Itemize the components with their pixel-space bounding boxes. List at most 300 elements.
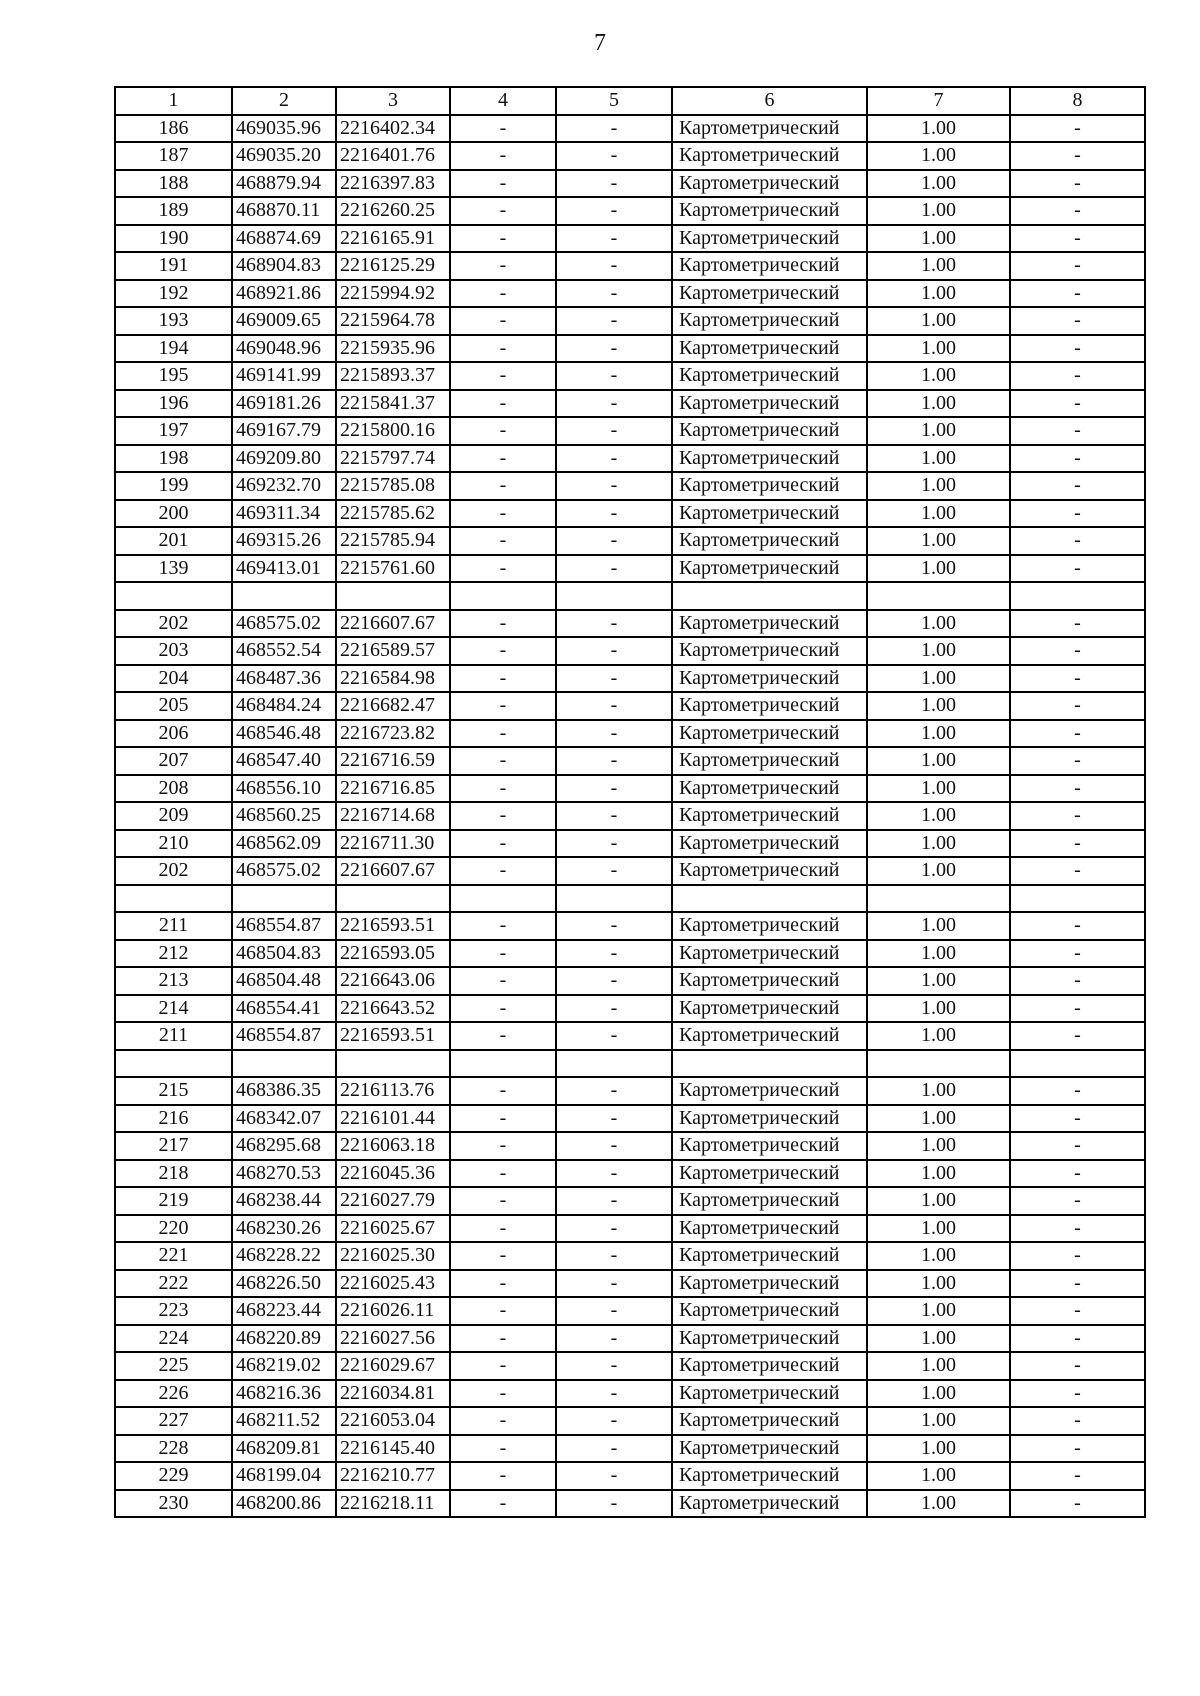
- method-cell: Картометрический: [672, 940, 867, 968]
- method-cell: Картометрический: [672, 1435, 867, 1463]
- method-cell: Картометрический: [672, 1407, 867, 1435]
- col5-cell: -: [556, 307, 672, 335]
- x-coordinate-cell: 469413.01: [232, 555, 336, 583]
- point-number-cell: 211: [115, 1022, 232, 1050]
- y-coordinate-cell: 2216218.11: [336, 1490, 450, 1518]
- accuracy-cell: 1.00: [867, 197, 1010, 225]
- x-coordinate-cell: 468270.53: [232, 1160, 336, 1188]
- column-header: 3: [336, 87, 450, 115]
- method-cell: Картометрический: [672, 555, 867, 583]
- col5-cell: -: [556, 115, 672, 143]
- x-coordinate-cell: 469209.80: [232, 445, 336, 473]
- y-coordinate-cell: 2216643.06: [336, 967, 450, 995]
- col8-cell: -: [1010, 940, 1145, 968]
- y-coordinate-cell: 2215893.37: [336, 362, 450, 390]
- table-row: [115, 1380, 1145, 1408]
- col5-cell: -: [556, 940, 672, 968]
- x-coordinate-cell: 469315.26: [232, 527, 336, 555]
- y-coordinate-cell: [336, 1050, 450, 1078]
- accuracy-cell: 1.00: [867, 967, 1010, 995]
- accuracy-cell: 1.00: [867, 1407, 1010, 1435]
- col8-cell: -: [1010, 1462, 1145, 1490]
- col5-cell: -: [556, 445, 672, 473]
- col5-cell: -: [556, 1325, 672, 1353]
- point-number-cell: 194: [115, 335, 232, 363]
- col5-cell: -: [556, 1187, 672, 1215]
- accuracy-cell: 1.00: [867, 857, 1010, 885]
- table-row: [115, 1187, 1145, 1215]
- point-number-cell: 202: [115, 857, 232, 885]
- method-cell: Картометрический: [672, 307, 867, 335]
- col5-cell: -: [556, 1270, 672, 1298]
- col8-cell: -: [1010, 1270, 1145, 1298]
- col5-cell: -: [556, 610, 672, 638]
- col4-cell: -: [450, 830, 556, 858]
- table-header-row: [115, 87, 1145, 115]
- col8-cell: -: [1010, 1022, 1145, 1050]
- col5-cell: -: [556, 665, 672, 693]
- point-number-cell: 209: [115, 802, 232, 830]
- method-cell: Картометрический: [672, 527, 867, 555]
- table-row: [115, 1490, 1145, 1518]
- col4-cell: -: [450, 445, 556, 473]
- table-row: [115, 225, 1145, 253]
- method-cell: Картометрический: [672, 995, 867, 1023]
- col4-cell: -: [450, 1242, 556, 1270]
- x-coordinate-cell: 468228.22: [232, 1242, 336, 1270]
- col8-cell: -: [1010, 555, 1145, 583]
- col4-cell: -: [450, 555, 556, 583]
- col8-cell: -: [1010, 857, 1145, 885]
- x-coordinate-cell: 469035.96: [232, 115, 336, 143]
- x-coordinate-cell: 468238.44: [232, 1187, 336, 1215]
- col8-cell: -: [1010, 252, 1145, 280]
- col4-cell: -: [450, 1297, 556, 1325]
- table-row: [115, 1160, 1145, 1188]
- point-number-cell: 200: [115, 500, 232, 528]
- column-header: 4: [450, 87, 556, 115]
- y-coordinate-cell: 2216711.30: [336, 830, 450, 858]
- y-coordinate-cell: 2216026.11: [336, 1297, 450, 1325]
- col8-cell: [1010, 1050, 1145, 1078]
- y-coordinate-cell: 2216113.76: [336, 1077, 450, 1105]
- method-cell: Картометрический: [672, 610, 867, 638]
- method-cell: Картометрический: [672, 1380, 867, 1408]
- col8-cell: -: [1010, 527, 1145, 555]
- x-coordinate-cell: 468504.83: [232, 940, 336, 968]
- y-coordinate-cell: 2216607.67: [336, 857, 450, 885]
- col4-cell: -: [450, 362, 556, 390]
- table-row: [115, 1352, 1145, 1380]
- accuracy-cell: 1.00: [867, 1160, 1010, 1188]
- col8-cell: -: [1010, 637, 1145, 665]
- table-row: [115, 362, 1145, 390]
- table-row: [115, 1407, 1145, 1435]
- col8-cell: -: [1010, 335, 1145, 363]
- y-coordinate-cell: 2215761.60: [336, 555, 450, 583]
- col4-cell: -: [450, 637, 556, 665]
- accuracy-cell: 1.00: [867, 830, 1010, 858]
- col5-cell: -: [556, 417, 672, 445]
- table-row: [115, 1105, 1145, 1133]
- col8-cell: -: [1010, 747, 1145, 775]
- col8-cell: -: [1010, 1407, 1145, 1435]
- col4-cell: -: [450, 1407, 556, 1435]
- col4-cell: -: [450, 1490, 556, 1518]
- table-row: [115, 527, 1145, 555]
- point-number-cell: 222: [115, 1270, 232, 1298]
- method-cell: Картометрический: [672, 1215, 867, 1243]
- col8-cell: -: [1010, 280, 1145, 308]
- accuracy-cell: [867, 885, 1010, 913]
- y-coordinate-cell: 2216025.67: [336, 1215, 450, 1243]
- table-row: [115, 472, 1145, 500]
- method-cell: Картометрический: [672, 335, 867, 363]
- accuracy-cell: 1.00: [867, 445, 1010, 473]
- point-number-cell: 205: [115, 692, 232, 720]
- y-coordinate-cell: 2216643.52: [336, 995, 450, 1023]
- table-body: [115, 115, 1145, 1518]
- x-coordinate-cell: 469009.65: [232, 307, 336, 335]
- method-cell: Картометрический: [672, 445, 867, 473]
- col4-cell: -: [450, 1105, 556, 1133]
- accuracy-cell: 1.00: [867, 1380, 1010, 1408]
- method-cell: Картометрический: [672, 225, 867, 253]
- table-row: [115, 1325, 1145, 1353]
- x-coordinate-cell: 469232.70: [232, 472, 336, 500]
- col4-cell: -: [450, 1215, 556, 1243]
- col4-cell: -: [450, 1352, 556, 1380]
- table-row: [115, 802, 1145, 830]
- col5-cell: -: [556, 747, 672, 775]
- table-row: [115, 692, 1145, 720]
- x-coordinate-cell: 469311.34: [232, 500, 336, 528]
- col8-cell: -: [1010, 390, 1145, 418]
- point-number-cell: 201: [115, 527, 232, 555]
- col5-cell: -: [556, 280, 672, 308]
- point-number-cell: [115, 582, 232, 610]
- accuracy-cell: 1.00: [867, 637, 1010, 665]
- method-cell: Картометрический: [672, 1132, 867, 1160]
- accuracy-cell: 1.00: [867, 665, 1010, 693]
- col4-cell: -: [450, 857, 556, 885]
- method-cell: Картометрический: [672, 362, 867, 390]
- x-coordinate-cell: 469181.26: [232, 390, 336, 418]
- point-number-cell: 230: [115, 1490, 232, 1518]
- point-number-cell: [115, 885, 232, 913]
- col4-cell: -: [450, 307, 556, 335]
- col8-cell: -: [1010, 1132, 1145, 1160]
- point-number-cell: 203: [115, 637, 232, 665]
- col4-cell: -: [450, 1462, 556, 1490]
- y-coordinate-cell: 2215964.78: [336, 307, 450, 335]
- y-coordinate-cell: 2216025.30: [336, 1242, 450, 1270]
- point-number-cell: 216: [115, 1105, 232, 1133]
- y-coordinate-cell: 2215785.94: [336, 527, 450, 555]
- column-header: 5: [556, 87, 672, 115]
- accuracy-cell: 1.00: [867, 995, 1010, 1023]
- accuracy-cell: 1.00: [867, 472, 1010, 500]
- table-row: [115, 1270, 1145, 1298]
- point-number-cell: 218: [115, 1160, 232, 1188]
- point-number-cell: 211: [115, 912, 232, 940]
- col4-cell: -: [450, 775, 556, 803]
- point-number-cell: 220: [115, 1215, 232, 1243]
- col4-cell: [450, 1050, 556, 1078]
- accuracy-cell: 1.00: [867, 775, 1010, 803]
- page-number: 7: [594, 30, 606, 56]
- x-coordinate-cell: 468874.69: [232, 225, 336, 253]
- accuracy-cell: 1.00: [867, 1270, 1010, 1298]
- y-coordinate-cell: 2216027.79: [336, 1187, 450, 1215]
- accuracy-cell: 1.00: [867, 1022, 1010, 1050]
- accuracy-cell: 1.00: [867, 940, 1010, 968]
- table-row: [115, 142, 1145, 170]
- accuracy-cell: 1.00: [867, 280, 1010, 308]
- col5-cell: -: [556, 802, 672, 830]
- table-row: [115, 940, 1145, 968]
- accuracy-cell: 1.00: [867, 335, 1010, 363]
- point-number-cell: 202: [115, 610, 232, 638]
- col4-cell: -: [450, 912, 556, 940]
- col8-cell: -: [1010, 1215, 1145, 1243]
- x-coordinate-cell: 468209.81: [232, 1435, 336, 1463]
- table-row: [115, 252, 1145, 280]
- method-cell: Картометрический: [672, 197, 867, 225]
- col5-cell: -: [556, 1022, 672, 1050]
- x-coordinate-cell: 468199.04: [232, 1462, 336, 1490]
- point-number-cell: 188: [115, 170, 232, 198]
- method-cell: Картометрический: [672, 747, 867, 775]
- point-number-cell: 227: [115, 1407, 232, 1435]
- col5-cell: [556, 582, 672, 610]
- y-coordinate-cell: 2216593.05: [336, 940, 450, 968]
- accuracy-cell: 1.00: [867, 555, 1010, 583]
- col8-cell: -: [1010, 225, 1145, 253]
- point-number-cell: 219: [115, 1187, 232, 1215]
- point-number-cell: 139: [115, 555, 232, 583]
- x-coordinate-cell: 468230.26: [232, 1215, 336, 1243]
- col4-cell: -: [450, 115, 556, 143]
- x-coordinate-cell: 468575.02: [232, 610, 336, 638]
- col4-cell: [450, 885, 556, 913]
- x-coordinate-cell: 468547.40: [232, 747, 336, 775]
- y-coordinate-cell: 2216045.36: [336, 1160, 450, 1188]
- col4-cell: -: [450, 225, 556, 253]
- y-coordinate-cell: 2216145.40: [336, 1435, 450, 1463]
- method-cell: [672, 582, 867, 610]
- col5-cell: -: [556, 335, 672, 363]
- table-row: [115, 170, 1145, 198]
- method-cell: [672, 1050, 867, 1078]
- col5-cell: -: [556, 637, 672, 665]
- point-number-cell: 195: [115, 362, 232, 390]
- col5-cell: -: [556, 775, 672, 803]
- col4-cell: -: [450, 802, 556, 830]
- method-cell: Картометрический: [672, 1022, 867, 1050]
- col8-cell: [1010, 582, 1145, 610]
- col8-cell: -: [1010, 1105, 1145, 1133]
- method-cell: Картометрический: [672, 665, 867, 693]
- accuracy-cell: 1.00: [867, 115, 1010, 143]
- table-row: [115, 830, 1145, 858]
- col4-cell: -: [450, 1325, 556, 1353]
- table-row: [115, 1435, 1145, 1463]
- method-cell: Картометрический: [672, 720, 867, 748]
- x-coordinate-cell: 468556.10: [232, 775, 336, 803]
- y-coordinate-cell: 2216716.85: [336, 775, 450, 803]
- col4-cell: -: [450, 1435, 556, 1463]
- method-cell: Картометрический: [672, 500, 867, 528]
- col4-cell: [450, 582, 556, 610]
- point-number-cell: 196: [115, 390, 232, 418]
- method-cell: Картометрический: [672, 692, 867, 720]
- accuracy-cell: 1.00: [867, 720, 1010, 748]
- table-row: [115, 555, 1145, 583]
- col8-cell: -: [1010, 500, 1145, 528]
- y-coordinate-cell: 2215785.62: [336, 500, 450, 528]
- point-number-cell: 197: [115, 417, 232, 445]
- accuracy-cell: 1.00: [867, 802, 1010, 830]
- accuracy-cell: 1.00: [867, 527, 1010, 555]
- x-coordinate-cell: [232, 582, 336, 610]
- accuracy-cell: 1.00: [867, 912, 1010, 940]
- y-coordinate-cell: 2216397.83: [336, 170, 450, 198]
- x-coordinate-cell: 468552.54: [232, 637, 336, 665]
- col8-cell: -: [1010, 142, 1145, 170]
- col4-cell: -: [450, 967, 556, 995]
- x-coordinate-cell: 469141.99: [232, 362, 336, 390]
- col8-cell: -: [1010, 1242, 1145, 1270]
- accuracy-cell: 1.00: [867, 1187, 1010, 1215]
- col5-cell: -: [556, 1215, 672, 1243]
- col8-cell: -: [1010, 720, 1145, 748]
- method-cell: Картометрический: [672, 912, 867, 940]
- y-coordinate-cell: 2216101.44: [336, 1105, 450, 1133]
- y-coordinate-cell: 2216589.57: [336, 637, 450, 665]
- x-coordinate-cell: 468223.44: [232, 1297, 336, 1325]
- accuracy-cell: 1.00: [867, 1297, 1010, 1325]
- table-row: [115, 912, 1145, 940]
- col8-cell: -: [1010, 967, 1145, 995]
- x-coordinate-cell: 469048.96: [232, 335, 336, 363]
- y-coordinate-cell: 2216682.47: [336, 692, 450, 720]
- col4-cell: -: [450, 940, 556, 968]
- table-row: [115, 1132, 1145, 1160]
- method-cell: Картометрический: [672, 1160, 867, 1188]
- y-coordinate-cell: 2216716.59: [336, 747, 450, 775]
- col4-cell: -: [450, 252, 556, 280]
- col8-cell: -: [1010, 830, 1145, 858]
- table-row: [115, 610, 1145, 638]
- method-cell: Картометрический: [672, 967, 867, 995]
- point-number-cell: 223: [115, 1297, 232, 1325]
- col4-cell: -: [450, 335, 556, 363]
- col8-cell: -: [1010, 472, 1145, 500]
- y-coordinate-cell: 2216593.51: [336, 1022, 450, 1050]
- method-cell: Картометрический: [672, 472, 867, 500]
- y-coordinate-cell: 2215797.74: [336, 445, 450, 473]
- method-cell: Картометрический: [672, 1297, 867, 1325]
- accuracy-cell: 1.00: [867, 1132, 1010, 1160]
- point-number-cell: 214: [115, 995, 232, 1023]
- col4-cell: -: [450, 610, 556, 638]
- col8-cell: -: [1010, 1325, 1145, 1353]
- col5-cell: [556, 1050, 672, 1078]
- table-row: [115, 1242, 1145, 1270]
- col5-cell: -: [556, 1242, 672, 1270]
- method-cell: Картометрический: [672, 802, 867, 830]
- table-row: [115, 390, 1145, 418]
- col8-cell: -: [1010, 362, 1145, 390]
- table-row: [115, 1215, 1145, 1243]
- col8-cell: -: [1010, 1352, 1145, 1380]
- point-number-cell: 187: [115, 142, 232, 170]
- accuracy-cell: 1.00: [867, 1435, 1010, 1463]
- accuracy-cell: 1.00: [867, 692, 1010, 720]
- col5-cell: -: [556, 362, 672, 390]
- y-coordinate-cell: 2215800.16: [336, 417, 450, 445]
- x-coordinate-cell: 468226.50: [232, 1270, 336, 1298]
- y-coordinate-cell: 2216260.25: [336, 197, 450, 225]
- x-coordinate-cell: 468487.36: [232, 665, 336, 693]
- col5-cell: -: [556, 527, 672, 555]
- table-row: [115, 995, 1145, 1023]
- method-cell: Картометрический: [672, 1270, 867, 1298]
- x-coordinate-cell: 468560.25: [232, 802, 336, 830]
- point-number-cell: 210: [115, 830, 232, 858]
- table-row: [115, 280, 1145, 308]
- point-number-cell: 198: [115, 445, 232, 473]
- method-cell: [672, 885, 867, 913]
- method-cell: Картометрический: [672, 142, 867, 170]
- x-coordinate-cell: 468216.36: [232, 1380, 336, 1408]
- point-number-cell: 212: [115, 940, 232, 968]
- x-coordinate-cell: 469167.79: [232, 417, 336, 445]
- col5-cell: -: [556, 555, 672, 583]
- point-number-cell: 224: [115, 1325, 232, 1353]
- method-cell: Картометрический: [672, 1105, 867, 1133]
- col5-cell: -: [556, 1490, 672, 1518]
- x-coordinate-cell: 468504.48: [232, 967, 336, 995]
- x-coordinate-cell: 468220.89: [232, 1325, 336, 1353]
- separator-row: [115, 885, 1145, 913]
- col5-cell: -: [556, 390, 672, 418]
- table-row: [115, 1077, 1145, 1105]
- col8-cell: -: [1010, 1435, 1145, 1463]
- col8-cell: -: [1010, 307, 1145, 335]
- point-number-cell: 207: [115, 747, 232, 775]
- col8-cell: [1010, 885, 1145, 913]
- method-cell: Картометрический: [672, 1462, 867, 1490]
- y-coordinate-cell: 2216723.82: [336, 720, 450, 748]
- method-cell: Картометрический: [672, 252, 867, 280]
- accuracy-cell: 1.00: [867, 1462, 1010, 1490]
- table-row: [115, 967, 1145, 995]
- point-number-cell: 228: [115, 1435, 232, 1463]
- x-coordinate-cell: 468921.86: [232, 280, 336, 308]
- table-row: [115, 197, 1145, 225]
- column-header: 1: [115, 87, 232, 115]
- point-number-cell: 229: [115, 1462, 232, 1490]
- col4-cell: -: [450, 692, 556, 720]
- col8-cell: -: [1010, 1160, 1145, 1188]
- y-coordinate-cell: 2216025.43: [336, 1270, 450, 1298]
- col8-cell: -: [1010, 1297, 1145, 1325]
- col5-cell: -: [556, 1160, 672, 1188]
- table-row: [115, 335, 1145, 363]
- x-coordinate-cell: 468904.83: [232, 252, 336, 280]
